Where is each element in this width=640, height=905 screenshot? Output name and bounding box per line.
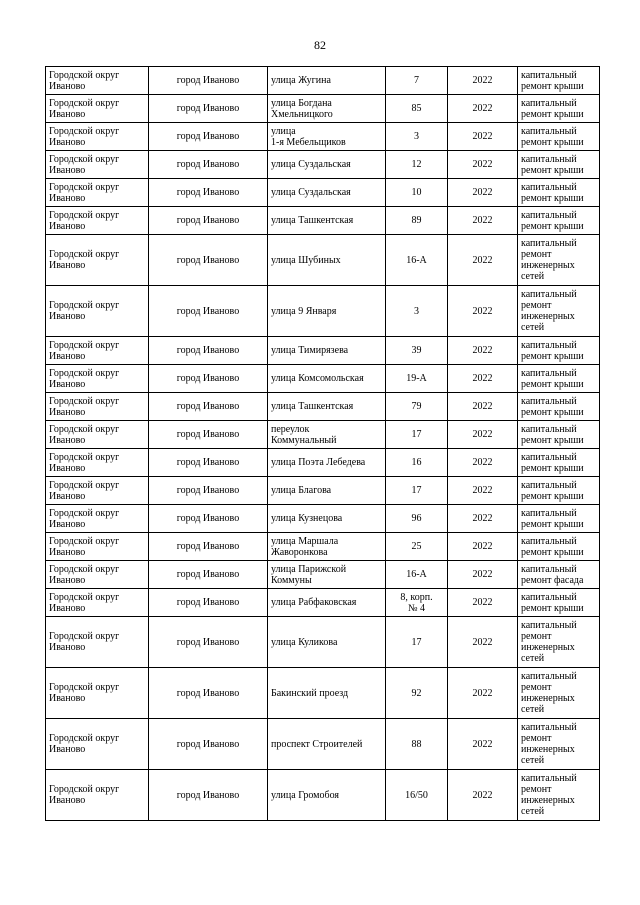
city-cell: город Иваново [149,365,268,393]
table-row [46,207,600,235]
house-number-cell: 25 [386,533,448,561]
year-cell: 2022 [448,719,518,770]
work-type-cell: капитальный ремонт крыши [518,505,600,533]
street-cell: улица Жугина [268,67,386,95]
municipality-cell: Городской округ Иваново [46,617,149,668]
street-cell: улица Рабфаковская [268,589,386,617]
street-cell: улица Парижской Коммуны [268,561,386,589]
year-cell: 2022 [448,207,518,235]
house-number-cell: 12 [386,151,448,179]
work-type-cell: капитальный ремонт крыши [518,67,600,95]
table-row [46,365,600,393]
city-cell: город Иваново [149,561,268,589]
street-cell: улица Кузнецова [268,505,386,533]
table-row [46,477,600,505]
year-cell: 2022 [448,286,518,337]
work-type-cell: капитальный ремонт инженерных сетей [518,286,600,337]
municipality-cell: Городской округ Иваново [46,179,149,207]
municipality-cell: Городской округ Иваново [46,449,149,477]
house-number-cell: 89 [386,207,448,235]
house-number-cell: 7 [386,67,448,95]
year-cell: 2022 [448,668,518,719]
table-row [46,505,600,533]
city-cell: город Иваново [149,67,268,95]
street-cell: улица Благова [268,477,386,505]
table-row [46,67,600,95]
year-cell: 2022 [448,533,518,561]
city-cell: город Иваново [149,151,268,179]
work-type-cell: капитальный ремонт инженерных сетей [518,719,600,770]
table-row [46,589,600,617]
work-type-cell: капитальный ремонт инженерных сетей [518,770,600,821]
work-type-cell: капитальный ремонт крыши [518,365,600,393]
house-number-cell: 96 [386,505,448,533]
municipality-cell: Городской округ Иваново [46,337,149,365]
work-type-cell: капитальный ремонт крыши [518,421,600,449]
street-cell: улица Маршала Жаворонкова [268,533,386,561]
city-cell: город Иваново [149,286,268,337]
municipality-cell: Городской округ Иваново [46,151,149,179]
year-cell: 2022 [448,505,518,533]
year-cell: 2022 [448,770,518,821]
year-cell: 2022 [448,589,518,617]
city-cell: город Иваново [149,533,268,561]
house-number-cell: 17 [386,421,448,449]
house-number-cell: 17 [386,477,448,505]
year-cell: 2022 [448,449,518,477]
city-cell: город Иваново [149,505,268,533]
table-row [46,421,600,449]
municipality-cell: Городской округ Иваново [46,95,149,123]
work-type-cell: капитальный ремонт крыши [518,151,600,179]
table-row [46,95,600,123]
year-cell: 2022 [448,179,518,207]
city-cell: город Иваново [149,123,268,151]
work-type-cell: капитальный ремонт крыши [518,393,600,421]
street-cell: улица Тимирязева [268,337,386,365]
city-cell: город Иваново [149,95,268,123]
year-cell: 2022 [448,67,518,95]
municipality-cell: Городской округ Иваново [46,589,149,617]
municipality-cell: Городской округ Иваново [46,505,149,533]
table-row [46,337,600,365]
repair-schedule-table [45,66,600,821]
city-cell: город Иваново [149,668,268,719]
street-cell: улица Ташкентская [268,207,386,235]
table-row [46,617,600,668]
municipality-cell: Городской округ Иваново [46,719,149,770]
street-cell: улица Богдана Хмельницкого [268,95,386,123]
street-cell: улица 9 Января [268,286,386,337]
year-cell: 2022 [448,365,518,393]
street-cell: улица Куликова [268,617,386,668]
street-cell: улица Ташкентская [268,393,386,421]
work-type-cell: капитальный ремонт крыши [518,207,600,235]
table-row [46,719,600,770]
work-type-cell: капитальный ремонт крыши [518,95,600,123]
house-number-cell: 85 [386,95,448,123]
work-type-cell: капитальный ремонт крыши [518,123,600,151]
year-cell: 2022 [448,393,518,421]
municipality-cell: Городской округ Иваново [46,365,149,393]
house-number-cell: 3 [386,286,448,337]
house-number-cell: 92 [386,668,448,719]
municipality-cell: Городской округ Иваново [46,533,149,561]
city-cell: город Иваново [149,393,268,421]
work-type-cell: капитальный ремонт инженерных сетей [518,617,600,668]
year-cell: 2022 [448,95,518,123]
work-type-cell: капитальный ремонт инженерных сетей [518,668,600,719]
house-number-cell: 16-А [386,235,448,286]
house-number-cell: 39 [386,337,448,365]
street-cell: улица Суздальская [268,151,386,179]
table-row [46,286,600,337]
house-number-cell: 16-А [386,561,448,589]
work-type-cell: капитальный ремонт крыши [518,589,600,617]
street-cell: улица Громобоя [268,770,386,821]
city-cell: город Иваново [149,589,268,617]
city-cell: город Иваново [149,235,268,286]
house-number-cell: 10 [386,179,448,207]
municipality-cell: Городской округ Иваново [46,561,149,589]
city-cell: город Иваново [149,477,268,505]
table-row [46,668,600,719]
work-type-cell: капитальный ремонт крыши [518,477,600,505]
table-row [46,533,600,561]
city-cell: город Иваново [149,337,268,365]
municipality-cell: Городской округ Иваново [46,207,149,235]
work-type-cell: капитальный ремонт крыши [518,179,600,207]
house-number-cell: 16 [386,449,448,477]
year-cell: 2022 [448,561,518,589]
table-row [46,151,600,179]
house-number-cell: 17 [386,617,448,668]
municipality-cell: Городской округ Иваново [46,668,149,719]
street-cell: Бакинский проезд [268,668,386,719]
year-cell: 2022 [448,421,518,449]
street-cell: улица 1-я Мебельщиков [268,123,386,151]
municipality-cell: Городской округ Иваново [46,67,149,95]
street-cell: переулок Коммунальный [268,421,386,449]
municipality-cell: Городской округ Иваново [46,770,149,821]
city-cell: город Иваново [149,179,268,207]
table-row [46,770,600,821]
table-row [46,179,600,207]
street-cell: улица Шубиных [268,235,386,286]
house-number-cell: 88 [386,719,448,770]
work-type-cell: капитальный ремонт фасада [518,561,600,589]
house-number-cell: 16/50 [386,770,448,821]
year-cell: 2022 [448,235,518,286]
year-cell: 2022 [448,123,518,151]
municipality-cell: Городской округ Иваново [46,477,149,505]
year-cell: 2022 [448,337,518,365]
city-cell: город Иваново [149,421,268,449]
street-cell: проспект Строителей [268,719,386,770]
street-cell: улица Комсомольская [268,365,386,393]
city-cell: город Иваново [149,449,268,477]
year-cell: 2022 [448,151,518,179]
house-number-cell: 3 [386,123,448,151]
city-cell: город Иваново [149,207,268,235]
table-row [46,393,600,421]
municipality-cell: Городской округ Иваново [46,393,149,421]
house-number-cell: 19-А [386,365,448,393]
table-row [46,123,600,151]
municipality-cell: Городской округ Иваново [46,235,149,286]
street-cell: улица Суздальская [268,179,386,207]
city-cell: город Иваново [149,719,268,770]
municipality-cell: Городской округ Иваново [46,421,149,449]
page-number: 82 [314,38,326,52]
work-type-cell: капитальный ремонт инженерных сетей [518,235,600,286]
house-number-cell: 8, корп. № 4 [386,589,448,617]
year-cell: 2022 [448,617,518,668]
city-cell: город Иваново [149,770,268,821]
house-number-cell: 79 [386,393,448,421]
table-row [46,235,600,286]
table-row [46,561,600,589]
table-body [46,67,600,821]
work-type-cell: капитальный ремонт крыши [518,449,600,477]
year-cell: 2022 [448,477,518,505]
work-type-cell: капитальный ремонт крыши [518,533,600,561]
work-type-cell: капитальный ремонт крыши [518,337,600,365]
city-cell: город Иваново [149,617,268,668]
municipality-cell: Городской округ Иваново [46,123,149,151]
street-cell: улица Поэта Лебедева [268,449,386,477]
table-row [46,449,600,477]
municipality-cell: Городской округ Иваново [46,286,149,337]
